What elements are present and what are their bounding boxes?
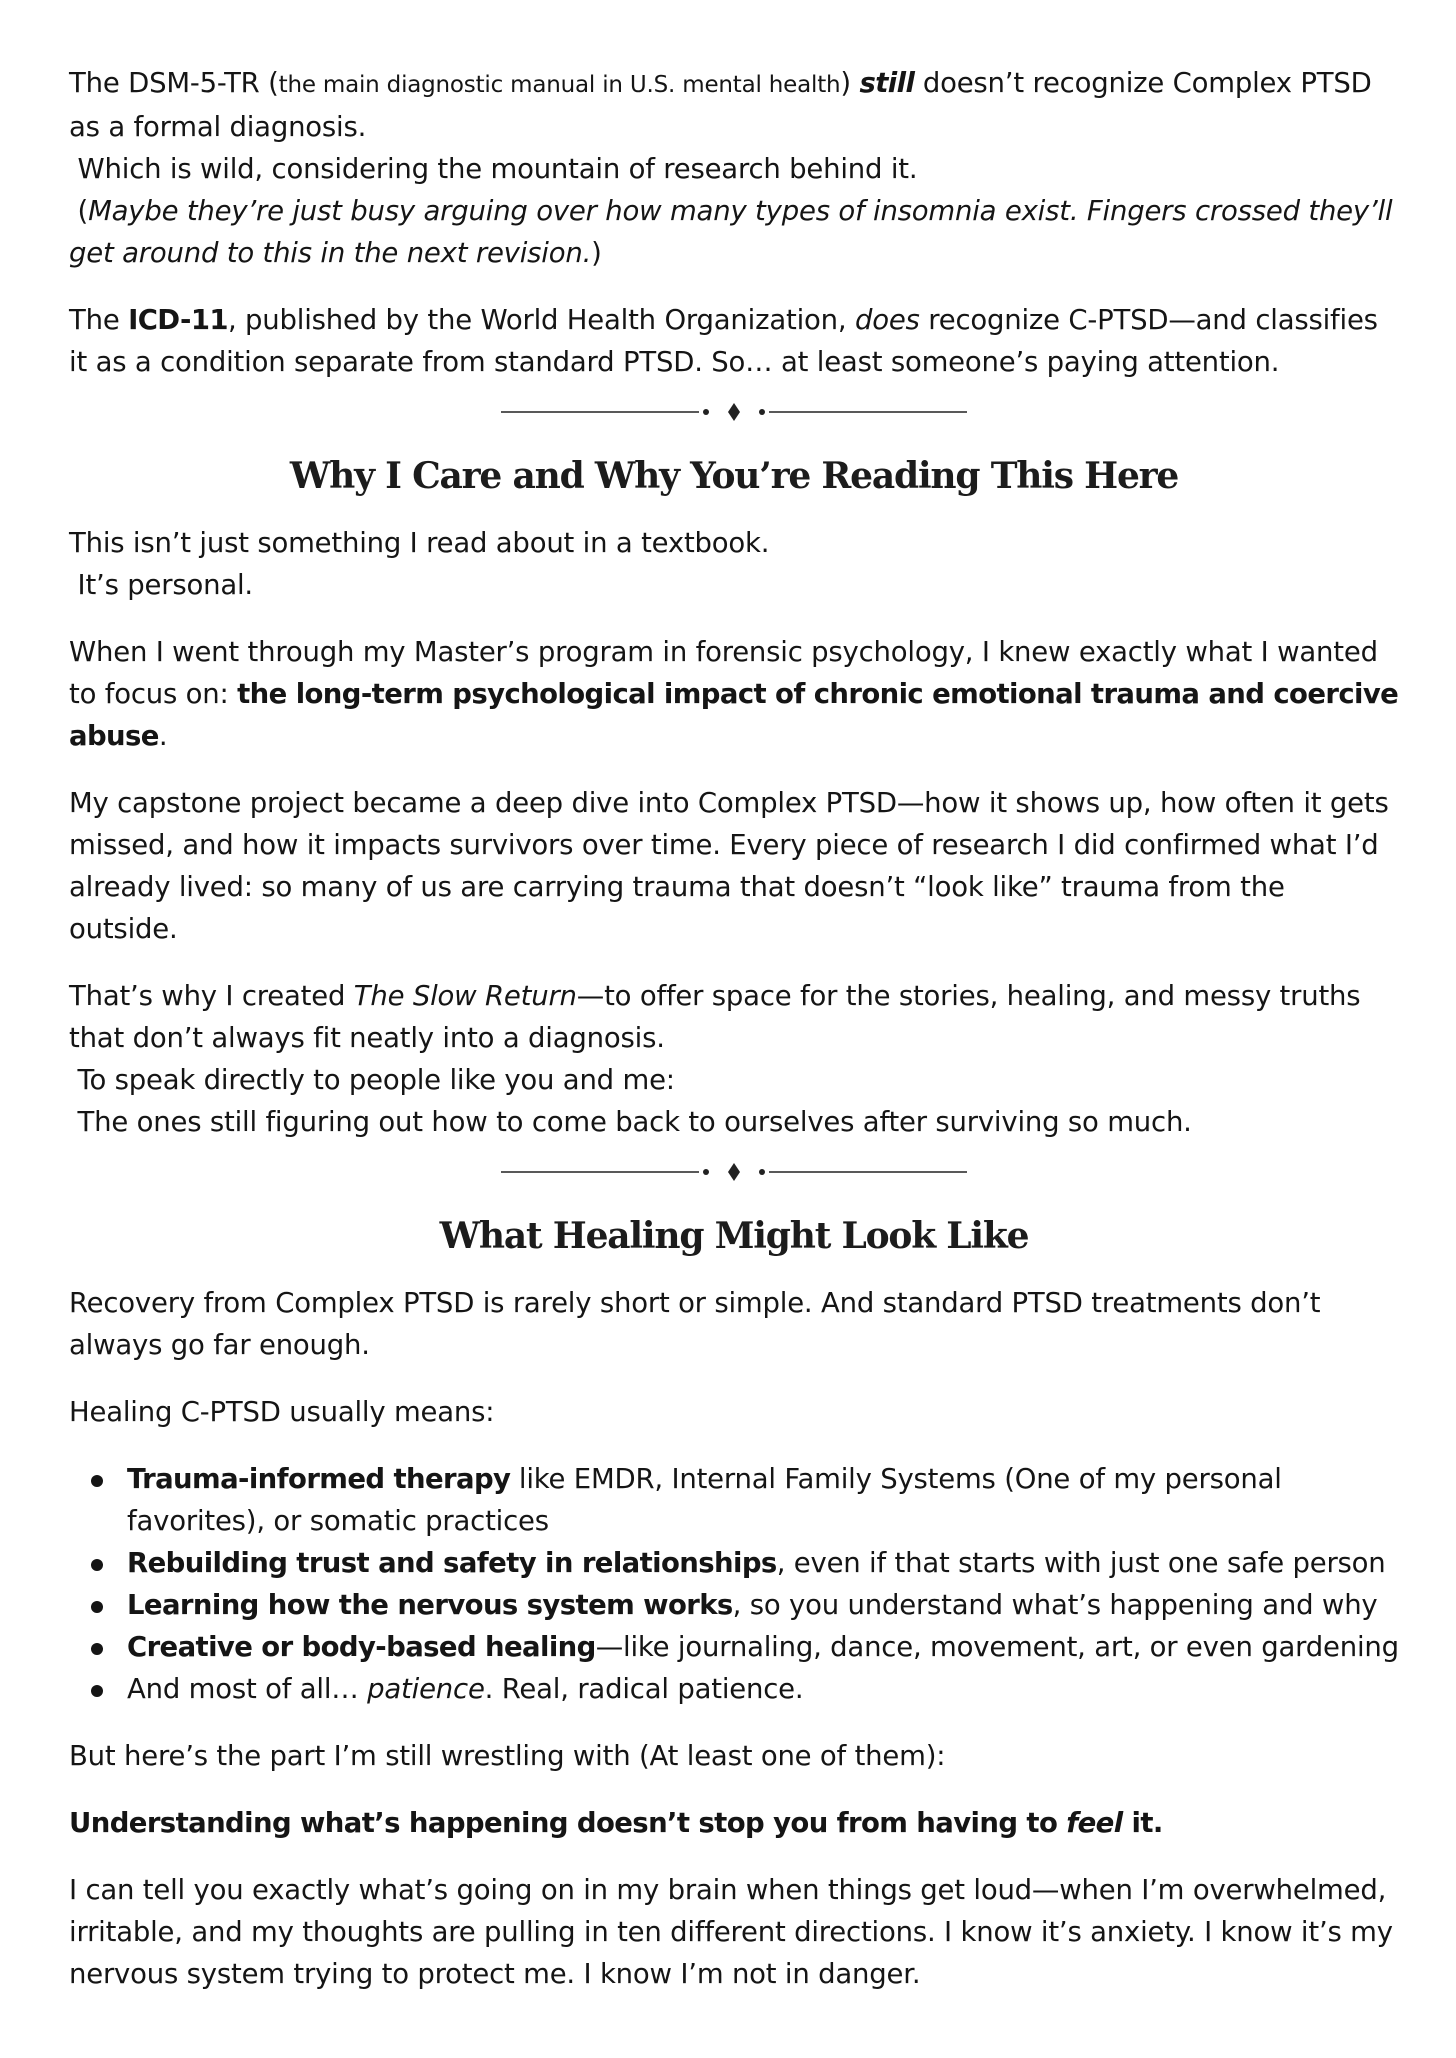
dsm-parenthetical: the main diagnostic manual in U.S. mental health bbox=[278, 72, 841, 98]
emphasis-still: still bbox=[859, 67, 915, 99]
icd-paragraph: The ICD-11, published by the World Health Organization, does recognize C-PTSD—and classifies it as a condition separate from standard PTSD. So… at least someone’s paying attention. bbox=[69, 304, 1378, 378]
bullet-icon bbox=[91, 1475, 103, 1487]
wrestling-paragraph: But here’s the part I’m still wrestling with (At least one of them): bbox=[69, 1740, 946, 1772]
icd-11-term: ICD-11 bbox=[128, 304, 228, 336]
bullet-icon bbox=[91, 1643, 103, 1655]
list-item: Learning how the nervous system works, so you understand what’s happening and why bbox=[69, 1584, 1399, 1626]
personal-paragraph: This isn’t just something I read about in a textbook. It’s personal. bbox=[69, 527, 770, 601]
dsm-paragraph: The DSM-5-TR (the main diagnostic manual in U.S. mental health) still doesn’t recognize Complex PTSD as a formal diagnosis. Which is wild, considering the mountain of research behind it. (Maybe they’re just busy arguing over how many types of insomnia exist. Fingers crossed they’ll get around to this in the next revision.) bbox=[69, 67, 1393, 269]
diamond-divider-icon bbox=[501, 400, 967, 424]
ornamental-divider bbox=[69, 400, 1399, 440]
anxiety-paragraph: I can tell you exactly what’s going on in my brain when things get loud—when I’m overwhelmed, irritable, and my thoughts are pulling in ten different directions. I know it’s anxiety. I know it’s my nervous system trying to protect me. I know I’m not in danger. bbox=[69, 1874, 1393, 1990]
bullet-icon bbox=[91, 1685, 103, 1697]
understanding-statement: Understanding what’s happening doesn’t stop you from having to feel it. bbox=[69, 1807, 1163, 1839]
bullet-icon bbox=[91, 1601, 103, 1613]
focus-topic: the long-term psychological impact of chronic emotional trauma and coercive abuse bbox=[69, 678, 1399, 752]
capstone-paragraph: My capstone project became a deep dive into Complex PTSD—how it shows up, how often it gets missed, and how it impacts survivors over time. Every piece of research I did confirmed what I’d already lived: so many of us are carrying trauma that doesn’t “look like” trauma from the outside. bbox=[69, 787, 1389, 945]
bullet-icon bbox=[91, 1559, 103, 1571]
wild-line: Which is wild, considering the mountain of research behind it. bbox=[77, 153, 918, 185]
slow-return-paragraph: That’s why I created The Slow Return—to offer space for the stories, healing, and messy truths that don’t always fit neatly into a diagnosis. To speak directly to people like you and me: The ones still figuring out how to come back to ourselves after surviving so much. bbox=[69, 980, 1361, 1138]
list-item: And most of all… patience. Real, radical patience. bbox=[69, 1668, 1399, 1710]
ornamental-divider bbox=[69, 1160, 1399, 1200]
document-page bbox=[69, 62, 1399, 1995]
list-item: Creative or body-based healing—like journaling, dance, movement, art, or even gardening bbox=[69, 1626, 1399, 1668]
insomnia-aside: Maybe they’re just busy arguing over how many types of insomnia exist. Fingers crossed they’ll get around to this in the next revision. bbox=[69, 195, 1393, 269]
diamond-divider-icon bbox=[501, 1160, 967, 1184]
masters-paragraph: When I went through my Master’s program in forensic psychology, I knew exactly what I wanted to focus on: the long-term psychological impact of chronic emotional trauma and coercive abuse. bbox=[69, 636, 1399, 752]
emphasis-patience: patience bbox=[367, 1673, 485, 1705]
list-item: Rebuilding trust and safety in relationships, even if that starts with just one safe person bbox=[69, 1542, 1399, 1584]
recovery-paragraph: Recovery from Complex PTSD is rarely short or simple. And standard PTSD treatments don’t always go far enough. bbox=[69, 1287, 1321, 1361]
emphasis-feel: feel bbox=[1066, 1807, 1123, 1839]
list-item: Trauma-informed therapy like EMDR, Internal Family Systems (One of my personal favorites), or somatic practices bbox=[69, 1458, 1399, 1542]
slow-return-title: The Slow Return bbox=[353, 980, 577, 1012]
section-heading-why-i-care: Why I Care and Why You’re Reading This Here bbox=[289, 455, 1179, 497]
section-heading-healing: What Healing Might Look Like bbox=[439, 1215, 1029, 1257]
emphasis-does: does bbox=[854, 304, 920, 336]
healing-intro: Healing C-PTSD usually means: bbox=[69, 1396, 495, 1428]
healing-list bbox=[69, 1458, 1399, 1710]
